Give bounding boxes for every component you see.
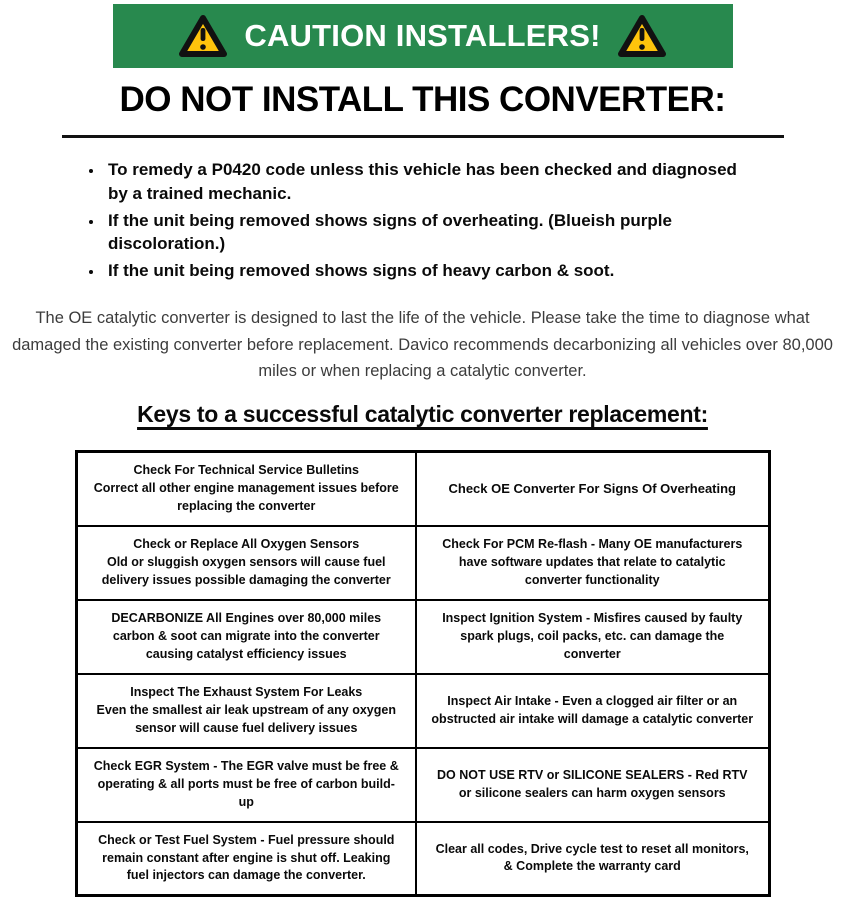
table-cell-left <box>76 526 416 600</box>
keys-heading: Keys to a successful catalytic converter replacement: <box>137 401 708 428</box>
table-cell-left <box>76 748 416 822</box>
warning-triangle-icon <box>617 13 667 59</box>
page-title: DO NOT INSTALL THIS CONVERTER: <box>119 80 726 119</box>
cell-body: DECARBONIZE All Engines over 80,000 miles carbon & soot can migrate into the converter causing catalyst efficiency issues <box>111 611 382 661</box>
cell-body: Check For PCM Re-flash - Many OE manufacturers have software updates that relate to catalytic converter functionality <box>442 537 743 587</box>
cell-body: Old or sluggish oxygen sensors will cause fuel delivery issues possible damaging the converter <box>101 554 391 587</box>
cell-title: Check For Technical Service Bulletins <box>133 463 360 478</box>
table-row <box>76 674 769 748</box>
bullet-item: • If the unit being removed shows signs of heavy carbon & soot. <box>104 259 752 283</box>
cell-body: Even the smallest air leak upstream of any oxygen sensor will cause fuel delivery issues <box>96 702 396 735</box>
table-row <box>76 748 769 822</box>
banner-title: CAUTION INSTALLERS! <box>244 18 601 53</box>
cell-title: Check OE Converter For Signs Of Overheating <box>448 480 736 496</box>
caution-banner <box>113 4 733 68</box>
cell-body: DO NOT USE RTV or SILICONE SEALERS - Red RTV or silicone sealers can harm oxygen sensors <box>437 767 748 800</box>
warning-bullet-list <box>104 158 752 283</box>
flyer-page <box>0 4 845 923</box>
cell-body: Inspect Air Intake - Even a clogged air filter or an obstructed air intake will damage a catalytic converter <box>431 693 754 726</box>
table-cell-right <box>416 822 769 896</box>
cell-title: Inspect The Exhaust System For Leaks <box>130 685 363 700</box>
table-cell-right <box>416 452 769 526</box>
table-row <box>76 526 769 600</box>
warning-triangle-icon <box>178 13 228 59</box>
table-cell-left <box>76 674 416 748</box>
table-cell-left <box>76 452 416 526</box>
table-row <box>76 452 769 526</box>
exclamation-dot <box>639 44 645 50</box>
cell-body: Check or Test Fuel System - Fuel pressure should remain constant after engine is shut off. Leaking fuel injectors can damage the converter. <box>98 832 395 883</box>
cell-title: Check or Replace All Oxygen Sensors <box>133 537 360 552</box>
exclamation-dot <box>201 44 207 50</box>
intro-paragraph: The OE catalytic converter is designed to last the life of the vehicle. Please take the time to diagnose what damaged the existing converter before replacement. Davico recommends decarbonizing all vehicles over 80,000 miles or when replacing a catalytic converter. <box>12 308 833 381</box>
divider-line <box>62 135 784 138</box>
table-cell-left <box>76 600 416 674</box>
tips-table <box>75 450 771 897</box>
table-cell-right <box>416 600 769 674</box>
cell-body: Clear all codes, Drive cycle test to reset all monitors, & Complete the warranty card <box>435 841 749 874</box>
table-cell-right <box>416 674 769 748</box>
table-cell-right <box>416 748 769 822</box>
table-row <box>76 600 769 674</box>
cell-body: Inspect Ignition System - Misfires caused by faulty spark plugs, coil packs, etc. can damage the converter <box>442 611 743 661</box>
exclamation-bar <box>639 28 644 41</box>
cell-body: Correct all other engine management issues before replacing the converter <box>93 481 399 513</box>
exclamation-bar <box>201 28 206 41</box>
bullet-item: • To remedy a P0420 code unless this vehicle has been checked and diagnosed by a trained mechanic. <box>104 158 752 206</box>
table-cell-right <box>416 526 769 600</box>
table-row <box>76 822 769 896</box>
cell-body: Check EGR System - The EGR valve must be free & operating & all ports must be free of carbon build-up <box>93 759 399 809</box>
bullet-item: • If the unit being removed shows signs of overheating. (Blueish purple discoloration.) <box>104 209 752 257</box>
table-cell-left <box>76 822 416 896</box>
